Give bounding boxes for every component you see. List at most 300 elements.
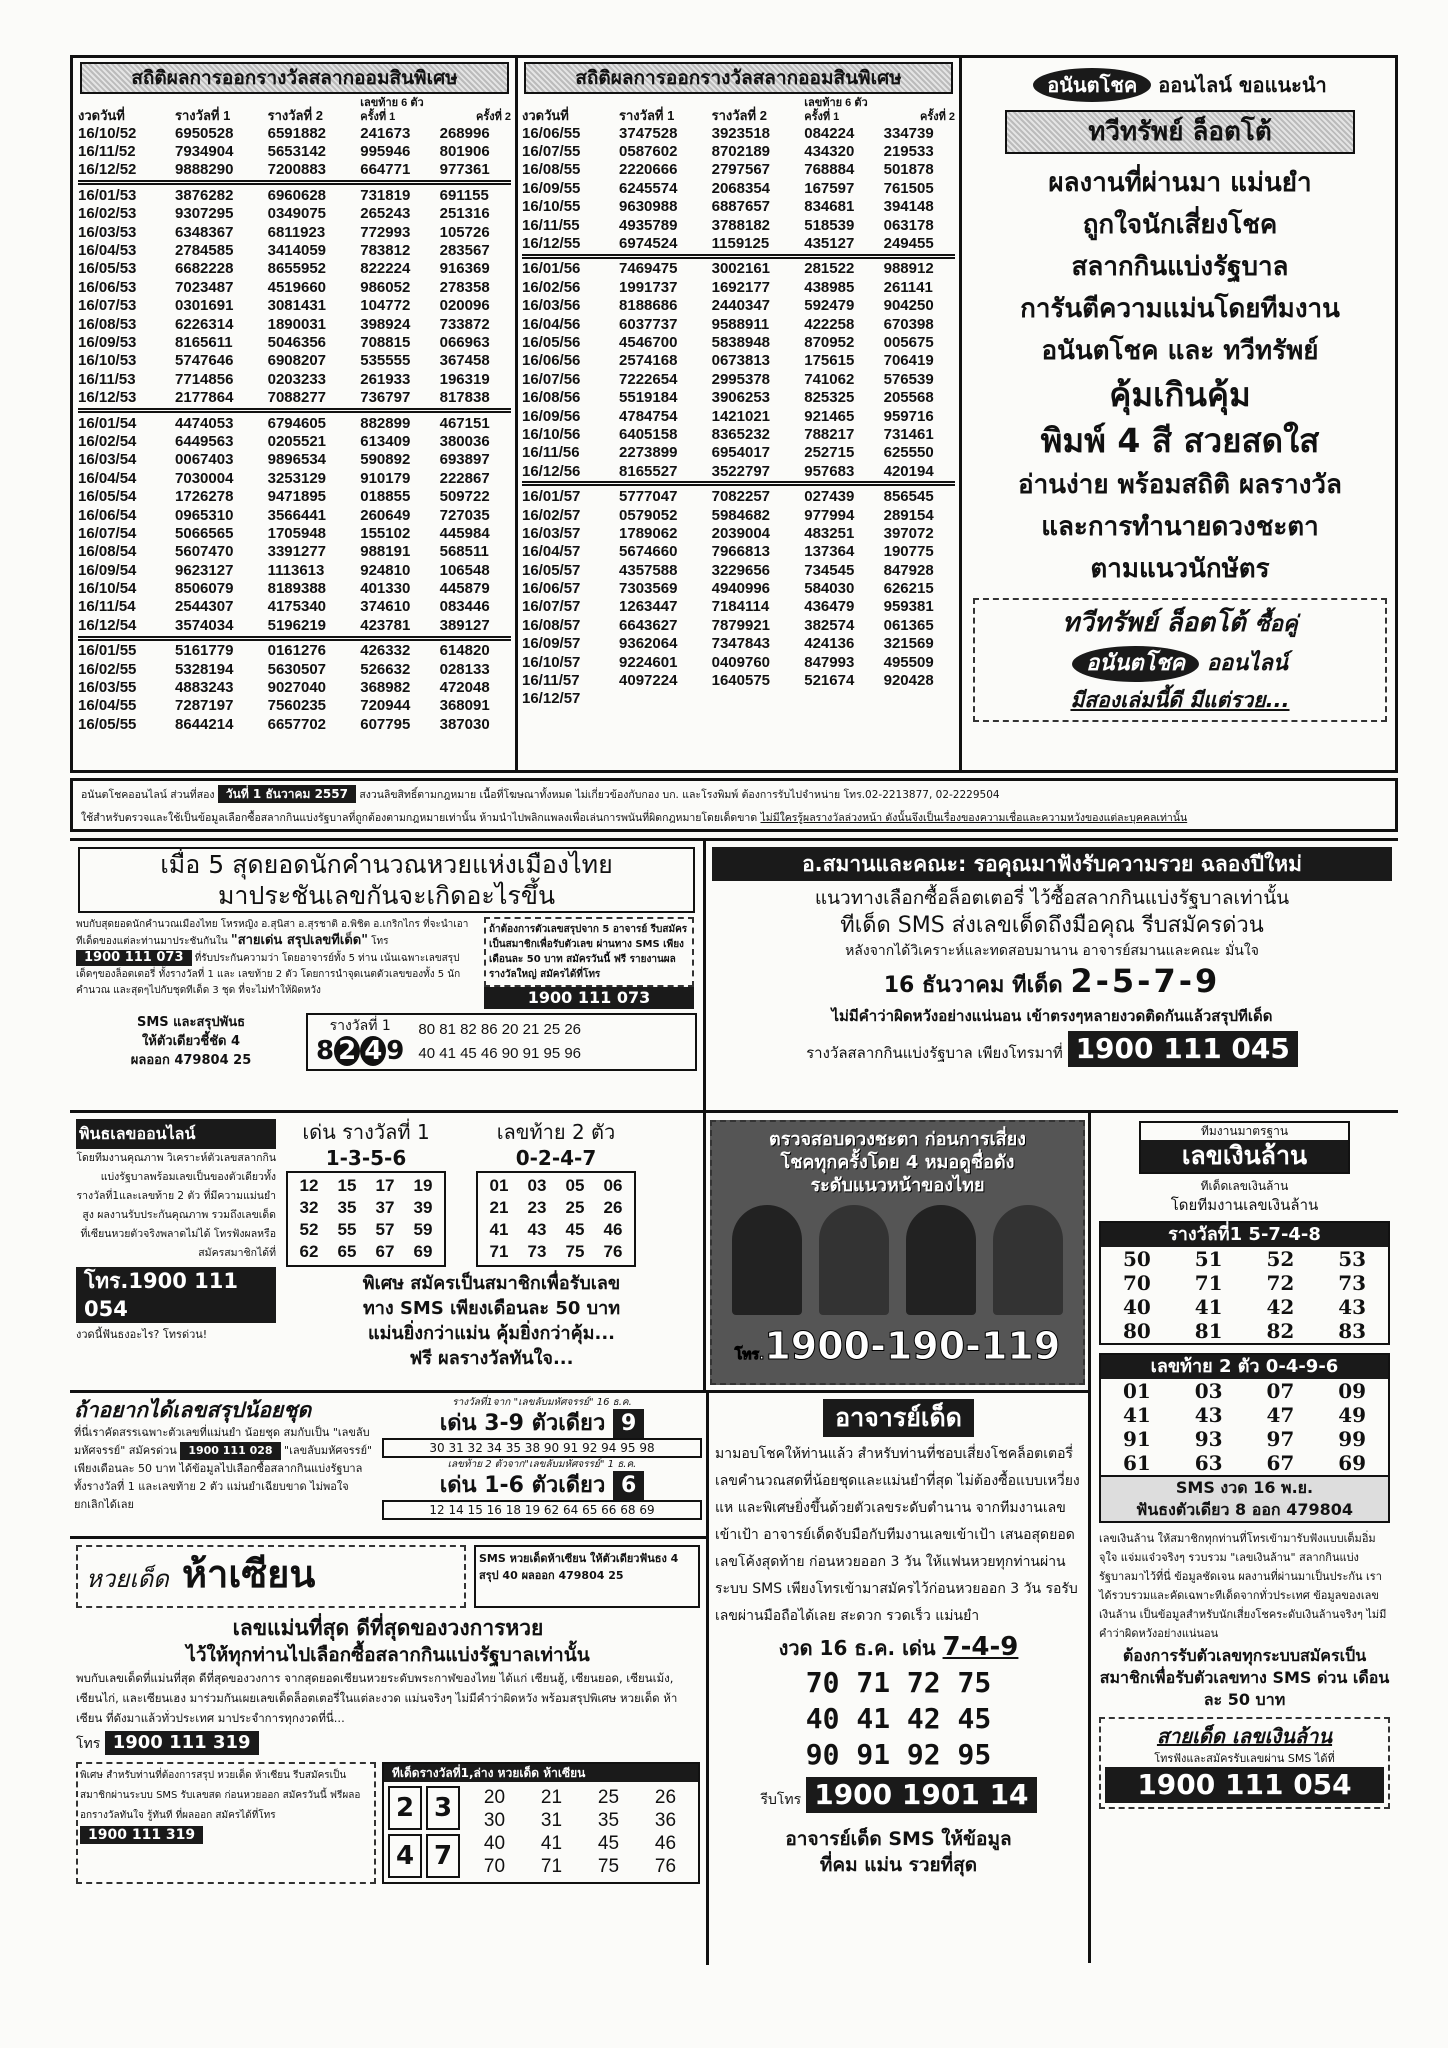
col-prize2: รางวัลที่ 2	[711, 108, 767, 123]
prize1: 4357588	[619, 561, 678, 579]
prize1: 7469475	[619, 260, 678, 278]
last6-round1: 822224	[360, 260, 411, 278]
sage-script: หวยเด็ด	[86, 1565, 169, 1593]
prize1: 0587602	[619, 143, 678, 161]
sage-digit: 4	[388, 1834, 422, 1878]
last6-round1: 104772	[360, 297, 411, 315]
phone-number[interactable]: 1900 1901 14	[806, 1777, 1036, 1813]
prize1: 7222654	[619, 370, 678, 388]
prize1: 5777047	[619, 488, 678, 506]
number-cell: 05	[565, 1176, 585, 1195]
number-cell: 21	[489, 1198, 509, 1217]
draw-date: 16/03/56	[522, 297, 581, 315]
prize2: 3002161	[711, 260, 771, 278]
table-row	[74, 388, 515, 406]
last6-round1: 018855	[360, 488, 411, 506]
last6-round1: 027439	[804, 488, 855, 506]
number-cell: 70	[483, 1856, 506, 1877]
prize2: 1692177	[711, 278, 771, 296]
number-cell: 43	[1338, 1295, 1367, 1319]
publisher: อนันตโชคออนไลน์ ส่วนที่สอง	[81, 789, 215, 801]
sms-line: SMS และสรุปพันธ	[136, 1015, 246, 1030]
table-row	[518, 561, 959, 579]
last6-round1: 252715	[804, 444, 855, 462]
draw-date: 16/04/53	[78, 242, 137, 260]
last6-round2: 626215	[883, 580, 934, 598]
prize1: 9630988	[619, 198, 678, 216]
draw-date: 16/08/56	[522, 389, 581, 407]
table-row	[518, 388, 959, 406]
prize1: 6974524	[619, 235, 678, 253]
phin-logo: พินธเลขออนไลน์	[76, 1119, 276, 1149]
number-cell: 52	[1266, 1247, 1295, 1271]
sage-digit: 2	[388, 1786, 422, 1830]
ad-line: ตามแนวนักษัตร	[1090, 554, 1270, 584]
prize2: 9027040	[267, 679, 327, 697]
disclaimer-underline: ไม่มีใครรู้ผลรางวัลล่วงหน้า ดังนั้นจึงเป็นเรื่องของความเชื่อและความหวังของแต่ละบุคคลเท่านั้น	[760, 812, 1188, 824]
number-cell: 69	[1338, 1451, 1367, 1475]
million-prize1-label: รางวัลที่1 5-7-4-8	[1101, 1223, 1388, 1247]
draw-date: 16/07/56	[522, 370, 581, 388]
table-row	[74, 414, 515, 432]
saman-line: หลังจากได้วิเคราะห์และทดสอบมานาน อาจารย์สมานและคณะ มั่นใจ	[845, 943, 1259, 959]
teacher-ad	[706, 1390, 1088, 1965]
last6-round2: 856545	[883, 488, 934, 506]
prize2: 3522797	[711, 462, 771, 480]
prize1: 9307295	[175, 205, 234, 223]
phone-number[interactable]: 1900 111 045	[1068, 1031, 1298, 1067]
table-row	[74, 124, 515, 142]
table-row	[74, 642, 515, 660]
draw-date: 16/01/53	[78, 186, 137, 204]
last6-round1: 265243	[360, 205, 411, 223]
million-sms: ฟันธงตัวเดียว 8 ออก 479804	[1136, 1500, 1353, 1519]
last6-round1: 260649	[360, 506, 411, 524]
draw-date: 16/12/57	[522, 690, 581, 708]
prize1: 9623127	[175, 561, 234, 579]
last6-round2: 727035	[439, 506, 490, 524]
prize1: 8644214	[175, 715, 234, 733]
last6-round1: 584030	[804, 580, 855, 598]
table-row	[74, 524, 515, 542]
number-cell: 91	[1122, 1427, 1151, 1451]
number-cell: 51	[1194, 1247, 1223, 1271]
tel-label: โทร	[76, 1736, 101, 1752]
last6-round2: 283567	[439, 242, 490, 260]
last6-round1: 424136	[804, 635, 855, 653]
few-single: 6	[613, 1471, 644, 1500]
last6-round2: 706419	[883, 352, 934, 370]
number-cell: 19	[413, 1176, 433, 1195]
table-row	[74, 142, 515, 160]
prize2	[708, 690, 801, 708]
draw-date: 16/04/57	[522, 543, 581, 561]
last6-round2: 066963	[439, 333, 490, 351]
number-cell: 41	[540, 1833, 563, 1854]
prize1: 2273899	[619, 444, 678, 462]
draw-date: 16/02/53	[78, 205, 137, 223]
draw-date: 16/11/53	[78, 370, 136, 388]
last6-round2: 106548	[439, 561, 490, 579]
prize1: 5607470	[175, 543, 234, 561]
prize2: 4940996	[711, 580, 771, 598]
last6-round2: 196319	[439, 370, 490, 388]
phone-number[interactable]: 1900 111 028	[180, 1442, 280, 1460]
teacher-number-row: 70 71 72 75	[805, 1666, 992, 1699]
issue-date: วันที่ 1 ธันวาคม 2557	[218, 785, 356, 803]
prize2: 6811923	[267, 223, 326, 241]
prize1: 3574034	[175, 616, 234, 634]
last6-round1: 921465	[804, 407, 855, 425]
last6-round1: 401330	[360, 580, 411, 598]
prize1: 5328194	[175, 660, 234, 678]
prize2: 0205521	[267, 432, 327, 450]
number-cell: 45	[565, 1220, 585, 1239]
prize1: 4474053	[175, 414, 234, 432]
last6-round2: 321569	[883, 635, 934, 653]
brand-logo: อนันตโชค	[1072, 646, 1199, 682]
draw-date: 16/10/53	[78, 352, 137, 370]
last6-round1: 736797	[360, 389, 411, 407]
number-cell: 41	[489, 1220, 509, 1239]
last6-round1: 870952	[804, 333, 855, 351]
last6-round1: 592479	[804, 297, 855, 315]
prize1: 9888290	[175, 161, 234, 179]
table-row	[518, 297, 959, 315]
saman-line: รางวัลสลากกินแบ่งรัฐบาล เพียงโทรมาที่	[806, 1044, 1063, 1062]
last6-round1: 535555	[360, 352, 411, 370]
million-box-sub: โทรฟังและสมัครรับเลขผ่าน SMS ได้ที่	[1154, 1752, 1335, 1765]
number-cell: 12	[299, 1176, 319, 1195]
ad-box-online: ออนไลน์	[1206, 651, 1288, 676]
last6-round1: 664771	[360, 161, 411, 179]
table-row	[518, 370, 959, 388]
prize1: 7030004	[175, 469, 234, 487]
number-cell: 26	[603, 1198, 623, 1217]
prize1: 3876282	[175, 186, 234, 204]
teacher-title: อาจารย์เด็ด	[823, 1399, 974, 1437]
prize1: 4935789	[619, 216, 678, 234]
number-cell: 45	[597, 1833, 620, 1854]
sage-digit: 7	[426, 1834, 460, 1878]
col-last6: เลขท้าย 6 ตัว	[360, 97, 424, 109]
horoscope-ad	[710, 1120, 1085, 1385]
table-row	[518, 425, 959, 443]
number-cell: 52	[299, 1220, 319, 1239]
table-row	[518, 260, 959, 278]
saman-line: ทีเด็ด SMS ส่งเลขเด็ดถึงมือคุณ รีบสมัครด่วน	[840, 913, 1264, 938]
year-separator	[74, 407, 515, 414]
last6-round1: 518539	[804, 216, 855, 234]
saman-line: ไม่มีคำว่าผิดหวังอย่างแน่นอน เข้าตรงๆหลายงวดติดกันแล้วสรุปทีเด็ด	[831, 1007, 1273, 1025]
prize2: 8189388	[267, 580, 327, 598]
million-sms: SMS งวด 16 พ.ย.	[1175, 1478, 1314, 1497]
prize2: 1159125	[711, 235, 770, 253]
prize1: 9362064	[619, 635, 678, 653]
last6-round1: 084224	[804, 124, 855, 142]
last6-round1: 720944	[360, 697, 411, 715]
draw-date: 16/08/57	[522, 616, 581, 634]
last6-round2: 614820	[439, 642, 490, 660]
draw-date: 16/06/55	[522, 124, 581, 142]
last6-round1: 368982	[360, 679, 411, 697]
prize1: 9224601	[619, 653, 678, 671]
phone-number[interactable]: โทร.1900 111 054	[76, 1267, 276, 1323]
phone-number[interactable]: 1900 111 073	[484, 987, 694, 1009]
phin-promo: พิเศษ สมัครเป็นสมาชิกเพื่อรับเลข	[362, 1273, 621, 1294]
number-cell: 41	[1122, 1403, 1151, 1427]
draw-date: 16/07/54	[78, 524, 137, 542]
ad-box-pair: ซื้อคู่	[1254, 612, 1298, 637]
last6-round2: 817838	[439, 389, 490, 407]
last6-round1: 436479	[804, 598, 855, 616]
prize2: 7879921	[711, 616, 771, 634]
last6-round2: 920428	[883, 672, 934, 690]
last6-round1: 977994	[804, 506, 855, 524]
sage-table-title: ทีเด็ดรางวัลที่1,ล่าง หวยเด็ด ห้าเซียน	[384, 1764, 698, 1782]
five-title	[78, 847, 695, 913]
prize1: 4784754	[619, 407, 678, 425]
phone-number[interactable]: 1900 111 073	[76, 950, 192, 966]
number-cell: 37	[375, 1198, 395, 1217]
draw-date: 16/09/57	[522, 635, 581, 653]
last6-round1: 382574	[804, 616, 855, 634]
phin-ad	[70, 1113, 706, 1390]
disclaimer: ใช้สำหรับตรวจและใช้เป็นข้อมูลเลือกซื้อสลากกินแบ่งรัฐบาลที่ถูกต้องตามกฎหมายเท่านั้น ห้ามนำไปพลิกแพลงเพื่อเล่นการพนันที่ผิดกฎหมายโดยเด็ดขาด	[81, 812, 758, 824]
few-pick: เด่น 3-9 ตัวเดียว	[439, 1411, 606, 1436]
table-row	[74, 161, 515, 179]
draw-date: 16/06/54	[78, 506, 137, 524]
last6-round1: 783812	[360, 242, 411, 260]
table-row	[518, 179, 959, 197]
million-box-title: สายเด็ด เลขเงินล้าน	[1156, 1724, 1333, 1748]
stats-table-left	[74, 96, 515, 734]
table-row	[74, 278, 515, 296]
prize2: 0203233	[267, 370, 327, 388]
sage-headline: เลขแม่นที่สุด ดีที่สุดของวงการหวย	[232, 1616, 544, 1640]
saman-ad	[706, 838, 1398, 1110]
last6-round1: 957683	[804, 462, 855, 480]
last6-round1: 241673	[360, 124, 411, 142]
tel-label: โทร.	[734, 1347, 765, 1363]
number-cell: 40	[1122, 1295, 1151, 1319]
draw-date: 16/07/53	[78, 297, 137, 315]
prize2: 5046356	[267, 333, 327, 351]
number-set: 80 81 82 86 20 21 25 26	[418, 1021, 582, 1038]
few-note: เลขท้าย 2 ตัวจาก"เลขลับมหัศจรรย์" 1 ธ.ค.	[447, 1459, 637, 1470]
last6-round2: 394148	[883, 198, 934, 216]
prize1: 7934904	[175, 143, 234, 161]
last6-round2: 904250	[883, 297, 934, 315]
last6-round2: 472048	[439, 679, 490, 697]
prize2: 0161276	[267, 642, 327, 660]
number-cell: 67	[375, 1242, 395, 1261]
million-sub: ทีเด็ดเลขเงินล้าน	[1200, 1179, 1289, 1193]
number-cell: 36	[654, 1810, 677, 1831]
million-last2-label: เลขท้าย 2 ตัว 0-4-9-6	[1101, 1355, 1388, 1379]
table-row	[518, 124, 959, 142]
table-row	[518, 315, 959, 333]
last6-round2: 509722	[439, 488, 490, 506]
last6-round1: 435127	[804, 235, 855, 253]
prize1: 2220666	[619, 161, 678, 179]
number-cell: 81	[1194, 1319, 1223, 1343]
draw-date: 16/01/57	[522, 488, 581, 506]
number-cell: 09	[1338, 1379, 1367, 1403]
ad-line: คุ้มเกินคุ้ม	[1109, 375, 1251, 414]
last6-round1: 483251	[804, 524, 855, 542]
draw-date: 16/04/54	[78, 469, 137, 487]
last6-round1: 175615	[804, 352, 855, 370]
prize1: 7303569	[619, 580, 678, 598]
last6-round2: 387030	[439, 715, 490, 733]
teacher-foot: อาจารย์เด็ด SMS ให้ข้อมูล	[785, 1828, 1012, 1850]
number-cell: 03	[527, 1176, 547, 1195]
phone-number[interactable]: 1900 111 319	[80, 1826, 203, 1844]
number-cell: 17	[375, 1176, 395, 1195]
phone-number[interactable]: 1900 111 054	[1105, 1767, 1384, 1803]
draw-date: 16/11/52	[78, 143, 136, 161]
draw-date: 16/05/57	[522, 561, 581, 579]
sage-special: พิเศษ สำหรับท่านที่ต้องการสรุป หวยเด็ด ห้าเซียน รีบสมัครเป็นสมาชิกผ่านระบบ SMS รับเลขสด ก่อนหวยออก สมัครวันนี้ ฟรีผลออกรางวัลทันใจ รู้ทันที ที่ผลออก สมัครได้ที่โทร	[80, 1770, 361, 1821]
prize2: 5838948	[711, 333, 771, 351]
number-cell: 30	[483, 1810, 506, 1831]
ad-box	[973, 598, 1387, 722]
prize2: 4519660	[267, 278, 327, 296]
last6-round1: 734545	[804, 561, 855, 579]
last6-round2: 670398	[883, 315, 934, 333]
five-side-note: ถ้าต้องการตัวเลขสรุปจาก 5 อาจารย์ รีบสมัครเป็นสมาชิกเพื่อรับตัวเลข ผ่านทาง SMS เพียงเดือนละ 50 บาท สมัครวันนี้ ฟรี รายงานผลรางวัลใหญ่ สมัครได้ที่โทร	[484, 917, 694, 987]
prize1: 1789062	[619, 524, 678, 542]
draw-date: 16/01/56	[522, 260, 581, 278]
number-cell: 99	[1338, 1427, 1367, 1451]
number-cell: 71	[489, 1242, 509, 1261]
last6-round1: 167597	[804, 179, 855, 197]
prize2: 2995378	[711, 370, 771, 388]
prize2: 7560235	[267, 697, 327, 715]
last6-round1: 986052	[360, 278, 411, 296]
draw-date: 16/10/55	[522, 198, 581, 216]
number-cell: 76	[654, 1856, 677, 1877]
last6-round2: 219533	[883, 143, 934, 161]
prize1: 0301691	[175, 297, 234, 315]
million-ad	[1088, 1113, 1398, 1963]
prize2: 3923518	[711, 124, 771, 142]
table-row	[74, 598, 515, 616]
draw-date: 16/02/56	[522, 278, 581, 296]
stats-table-mid-panel	[518, 58, 962, 770]
horo-line: ตรวจสอบดวงชะตา ก่อนการเสี่ยง	[769, 1129, 1026, 1150]
last6-round2: 733872	[439, 315, 490, 333]
phin-head: เด่น รางวัลที่ 1	[302, 1120, 430, 1144]
prize1: 7287197	[175, 697, 234, 715]
five-paragraph-2: ที่รับประกันความว่า โดยอาจารย์ทั้ง 5 ท่าน เน้นเฉพาะเลขสรุปเด็ดๆของล็อตเตอรี่ ทั้งรางวัลที่ 1 และ เลขท้าย 2 ตัว โดยการนำจุดเนตตัวเลขของทั้ง 5 นักคำนวณ และสุดๆไปกับชุดทีเด็ด 3 ชุด ที่จะไม่ทำให้ผิดหวัง	[76, 953, 461, 996]
prize2: 6794605	[267, 414, 327, 432]
last6-round2: 028133	[439, 660, 490, 678]
phone-number[interactable]: 1900-190-119	[764, 1324, 1061, 1368]
few-body: ที่นี่เราคัดสรรเฉพาะตัวเลขที่แม่นยำ น้อยชุด สมกับเป็น "เลขลับมหัศจรรย์" สมัครด่วน	[74, 1426, 370, 1457]
prize2: 2068354	[711, 179, 771, 197]
last6-round1: 438985	[804, 278, 855, 296]
last6-round2: 278358	[439, 278, 490, 296]
table-row	[74, 715, 515, 733]
number-cell: 69	[413, 1242, 433, 1261]
number-cell: 39	[413, 1198, 433, 1217]
table-row	[518, 690, 959, 708]
last6-round2: 467151	[439, 414, 490, 432]
number-cell: 41	[1194, 1295, 1223, 1319]
number-cell: 20	[483, 1787, 506, 1808]
number-cell: 76	[603, 1242, 623, 1261]
last6-round2: 916369	[439, 260, 490, 278]
prize1: 7714856	[175, 370, 234, 388]
draw-date: 16/05/55	[78, 715, 137, 733]
table-row	[518, 487, 959, 505]
prize2: 1890031	[267, 315, 327, 333]
last6-round2: 495509	[883, 653, 934, 671]
number-cell: 25	[565, 1198, 585, 1217]
prize2: 3253129	[267, 469, 327, 487]
prize2: 3788182	[711, 216, 771, 234]
prize2: 5630507	[267, 660, 327, 678]
last6-round2: 289154	[883, 506, 934, 524]
prize1: 8165611	[175, 333, 233, 351]
ad-line: ถูกใจนักเสี่ยงโชค	[1082, 210, 1278, 240]
prize1: 5161779	[175, 642, 234, 660]
prize1: 5674660	[619, 543, 678, 561]
draw-date: 16/11/57	[522, 672, 580, 690]
table-row	[518, 579, 959, 597]
few-note: รางวัลที่1จาก "เลขลับมหัศจรรย์" 16 ธ.ค.	[452, 1397, 632, 1408]
number-cell: 71	[540, 1856, 563, 1877]
phin-promo: ฟรี ผลรางวัลทันใจ...	[409, 1348, 574, 1369]
last6-round1: 708815	[360, 333, 411, 351]
last6-round1: 374610	[360, 598, 411, 616]
number-cell: 06	[603, 1176, 623, 1195]
few-sets-ad	[70, 1390, 706, 1536]
phone-number[interactable]: 1900 111 319	[105, 1731, 259, 1755]
year-separator	[518, 480, 959, 487]
last6-round2: 020096	[439, 297, 490, 315]
last6-round2: 063178	[883, 216, 934, 234]
prize2: 6960628	[267, 186, 327, 204]
table-row	[518, 462, 959, 480]
few-name: "เลขลับมหัศจรรย์"	[284, 1444, 373, 1457]
prize1: 6245574	[619, 179, 678, 197]
draw-date: 16/06/56	[522, 352, 581, 370]
prize2: 1421021	[711, 407, 771, 425]
prize1: 2574168	[619, 352, 678, 370]
last6-round2: 380036	[439, 432, 490, 450]
prize1: 0579052	[619, 506, 678, 524]
draw-date: 16/12/55	[522, 235, 581, 253]
draw-date: 16/07/55	[522, 143, 581, 161]
teacher-foot: ที่คม แม่น รวยที่สุด	[819, 1854, 978, 1876]
table-row	[518, 506, 959, 524]
prize2: 0673813	[711, 352, 771, 370]
last6-round1: 788217	[804, 425, 855, 443]
tel-label: โทร	[371, 936, 389, 947]
last6-round2: 389127	[439, 616, 490, 634]
last6-round1: 607795	[360, 715, 411, 733]
saman-line: แนวทางเลือกซื้อล็อตเตอรี่ ไว้ซื้อสลากกินแบ่งรัฐบาลเท่านั้น	[814, 887, 1290, 909]
number-cell: 21	[540, 1787, 563, 1808]
last6-round1: 526632	[360, 660, 411, 678]
draw-date: 16/03/55	[78, 679, 137, 697]
table-row	[518, 142, 959, 160]
prize2: 5984682	[711, 506, 771, 524]
prize-digit-circled: 2	[334, 1036, 360, 1066]
